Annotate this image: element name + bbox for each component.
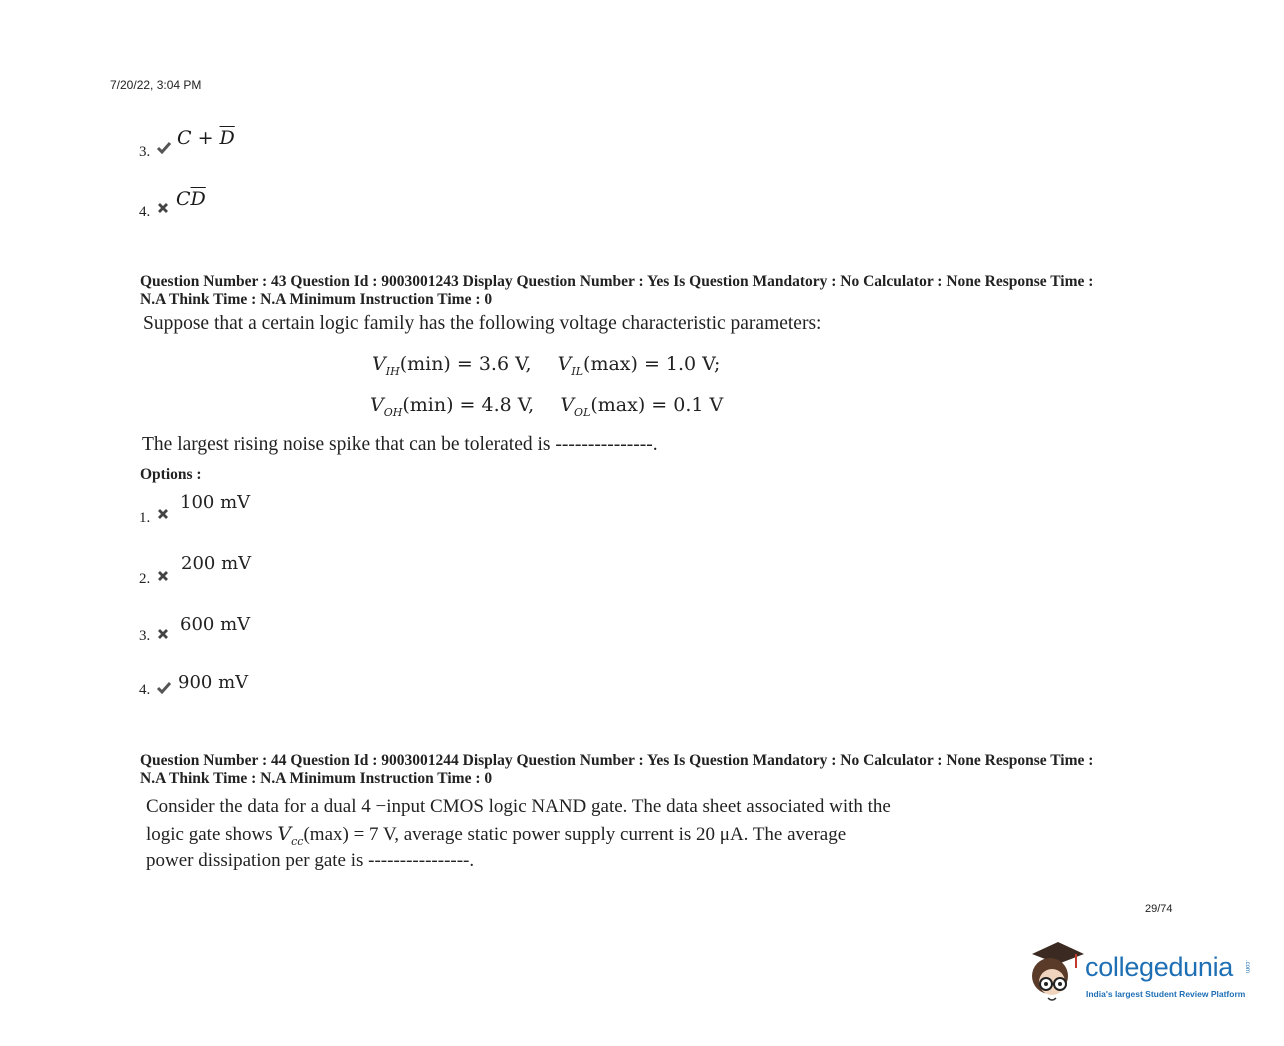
q43-equation-2: $V_{OH}(\min) = 4.8$ V, $V_{OL}(\max) = 0.1$ V — [370, 394, 724, 419]
q44-text-line2: logic gate shows $V_{cc}(\max) = 7$ V, average static power supply current is 20 μA. The average — [146, 823, 847, 848]
q43-header-line2: N.A Think Time : N.A Minimum Instruction Time : 0 — [140, 291, 493, 308]
q44-text-line3: power dissipation per gate is ----------------. — [146, 850, 475, 871]
brand-badge: .com — [1244, 960, 1250, 974]
q43-equation-1: $V_{IH}(\min) = 3.6$ V, $V_{IL}(\max) = 1.0$ V; — [372, 353, 721, 378]
q43-text-intro: Suppose that a certain logic family has the following voltage characteristic parameters: — [143, 313, 822, 334]
cross-icon — [157, 570, 169, 582]
option-number: 3. — [139, 144, 151, 160]
option-value: 600 mV — [180, 614, 251, 635]
option-number: 2. — [139, 571, 151, 587]
print-timestamp: 7/20/22, 3:04 PM — [110, 78, 202, 92]
option-expression: $C\overline{D}$ — [176, 188, 206, 210]
check-icon — [156, 680, 172, 694]
option-number: 4. — [139, 204, 151, 220]
option-value: 900 mV — [178, 672, 249, 693]
q44-header-line1: Question Number : 44 Question Id : 9003001244 Display Question Number : Yes Is Question Mandatory : No Calculator : None Response Time : — [140, 752, 1094, 769]
option-expression: $C + \overline{D}$ — [177, 127, 235, 149]
q43-text-question: The largest rising noise spike that can be tolerated is ---------------. — [142, 434, 658, 455]
option-number: 4. — [139, 682, 151, 698]
q43-header-line1: Question Number : 43 Question Id : 9003001243 Display Question Number : Yes Is Question Mandatory : No Calculator : None Response Time : — [140, 273, 1094, 290]
q44-header-line2: N.A Think Time : N.A Minimum Instruction Time : 0 — [140, 770, 493, 787]
cross-icon — [157, 202, 169, 214]
collegedunia-logo — [1024, 940, 1254, 1008]
check-icon — [156, 140, 172, 154]
option-value: 200 mV — [181, 553, 252, 574]
brand-tagline: India's largest Student Review Platform — [1086, 989, 1246, 999]
cross-icon — [157, 508, 169, 520]
option-number: 3. — [139, 628, 151, 644]
option-value: 100 mV — [180, 492, 251, 513]
cross-icon — [157, 628, 169, 640]
brand-name: collegedunia — [1085, 952, 1234, 982]
q44-text-line1: Consider the data for a dual 4 −input CMOS logic NAND gate. The data sheet associated with the — [146, 796, 891, 817]
option-number: 1. — [139, 510, 151, 526]
mascot-icon — [1024, 940, 1086, 1008]
page-counter: 29/74 — [1145, 903, 1173, 915]
options-label: Options : — [140, 466, 202, 483]
